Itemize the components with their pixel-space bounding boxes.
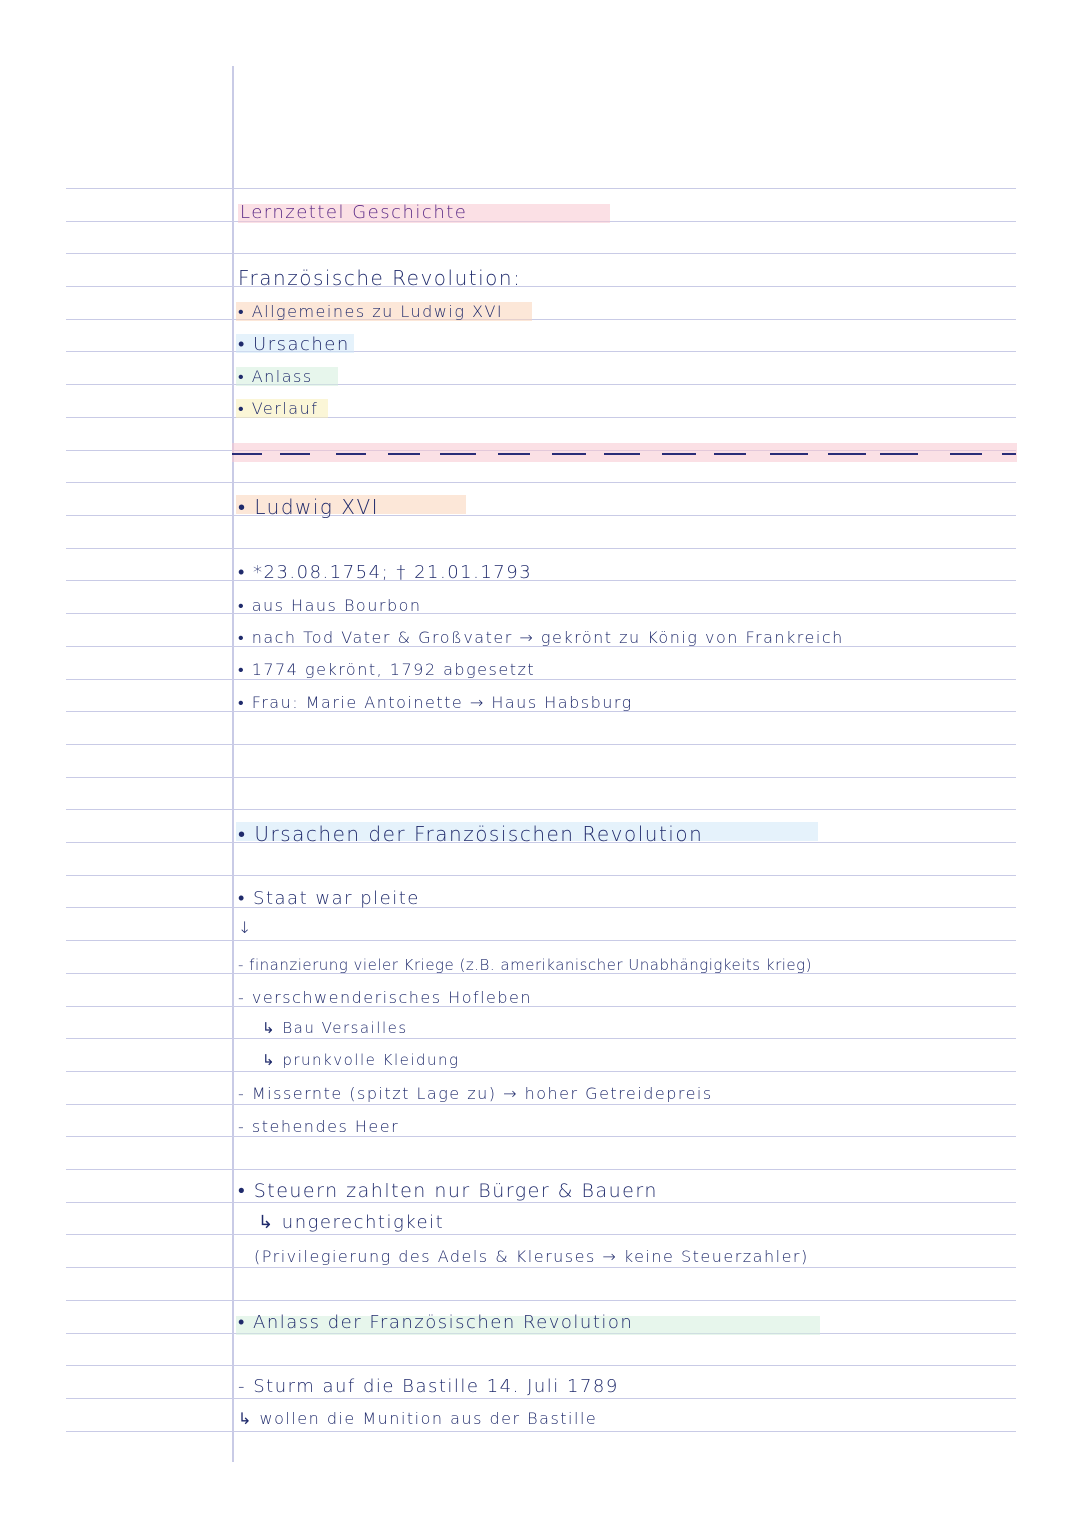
dash-segment [950, 453, 982, 455]
ruled-line [66, 253, 1016, 254]
ruled-line [66, 1071, 1016, 1072]
dash-segment [880, 453, 918, 455]
ursachen-item-hofleben: - verschwenderisches Hofleben [238, 988, 533, 1007]
overview-item-verlauf: • Verlauf [238, 399, 319, 418]
overview-item-anlass: • Anlass [238, 367, 313, 386]
ruled-line [66, 1136, 1016, 1137]
ruled-line [66, 286, 1016, 287]
ursachen-staat: • Staat war pleite [238, 888, 420, 909]
topic-heading: Französische Revolution: [238, 266, 522, 290]
ruled-line [66, 417, 1016, 418]
anlass-heading: • Anlass der Französischen Revolution [238, 1312, 634, 1333]
ruled-line [66, 188, 1016, 189]
ludwig-item-dates: • *23.08.1754; † 21.01.1793 [238, 562, 533, 583]
ludwig-item-wife: • Frau: Marie Antoinette → Haus Habsburg [238, 693, 633, 712]
ruled-line [66, 548, 1016, 549]
overview-item-ludwig: • Allgemeines zu Ludwig XVI [238, 302, 504, 321]
ursachen-heading: • Ursachen der Französischen Revolution [238, 822, 704, 846]
ursachen-item-kriege: - finanzierung vieler Kriege (z.B. amerikanischer Unabhängigkeits krieg) [238, 956, 812, 974]
ursachen-ungerechtigkeit: ↳ ungerechtigkeit [258, 1212, 445, 1233]
ruled-line [66, 384, 1016, 385]
dash-segment [336, 453, 366, 455]
ursachen-item-versailles: ↳ Bau Versailles [262, 1019, 408, 1037]
ruled-line [66, 679, 1016, 680]
dashed-separator [232, 444, 1017, 461]
dash-segment [770, 453, 808, 455]
ludwig-item-house: • aus Haus Bourbon [238, 596, 422, 615]
ludwig-heading: • Ludwig XVI [238, 495, 380, 519]
overview-item-ursachen: • Ursachen [238, 334, 350, 355]
ruled-line [66, 1169, 1016, 1170]
ruled-line [66, 907, 1016, 908]
ruled-line [66, 875, 1016, 876]
dash-segment [604, 453, 640, 455]
ruled-line [66, 1006, 1016, 1007]
dash-segment [662, 453, 696, 455]
ruled-line [66, 1365, 1016, 1366]
ruled-line [66, 1267, 1016, 1268]
ruled-line [66, 744, 1016, 745]
dash-segment [440, 453, 476, 455]
dash-segment [280, 453, 310, 455]
ruled-line [66, 351, 1016, 352]
dash-segment [828, 453, 866, 455]
page-title: Lernzettel Geschichte [240, 202, 468, 223]
dash-segment [1002, 453, 1016, 455]
ruled-line [66, 1398, 1016, 1399]
ludwig-item-years: • 1774 gekrönt, 1792 abgesetzt [238, 660, 536, 679]
ursachen-item-kleidung: ↳ prunkvolle Kleidung [262, 1051, 460, 1069]
ursachen-arrow-down: ↓ [238, 918, 253, 937]
dash-segment [714, 453, 746, 455]
dash-segment [552, 453, 586, 455]
ruled-line [66, 613, 1016, 614]
dash-segment [232, 453, 262, 455]
ruled-line [66, 1300, 1016, 1301]
ruled-line [66, 777, 1016, 778]
anlass-bastille: - Sturm auf die Bastille 14. Juli 1789 [238, 1376, 619, 1397]
ursachen-item-heer: - stehendes Heer [238, 1117, 400, 1136]
anlass-munition: ↳ wollen die Munition aus der Bastille [238, 1409, 598, 1428]
ursachen-steuern: • Steuern zahlten nur Bürger & Bauern [238, 1180, 658, 1202]
dash-segment [498, 453, 530, 455]
ruled-line [66, 1431, 1016, 1432]
ludwig-item-crowned: • nach Tod Vater & Großvater → gekrönt zu König von Frankreich [238, 628, 844, 647]
ruled-line [66, 319, 1016, 320]
ruled-line [66, 940, 1016, 941]
ruled-line [66, 482, 1016, 483]
dash-segment [388, 453, 420, 455]
margin-line [232, 66, 234, 1462]
ruled-line [66, 515, 1016, 516]
ruled-line [66, 580, 1016, 581]
ruled-line [66, 809, 1016, 810]
ursachen-privilegierung: (Privilegierung des Adels & Kleruses → keine Steuerzahler) [254, 1247, 809, 1266]
ursachen-item-missernte: - Missernte (spitzt Lage zu) → hoher Getreidepreis [238, 1084, 713, 1103]
ruled-line [66, 1038, 1016, 1039]
ruled-line [66, 1104, 1016, 1105]
ruled-line [66, 1234, 1016, 1235]
